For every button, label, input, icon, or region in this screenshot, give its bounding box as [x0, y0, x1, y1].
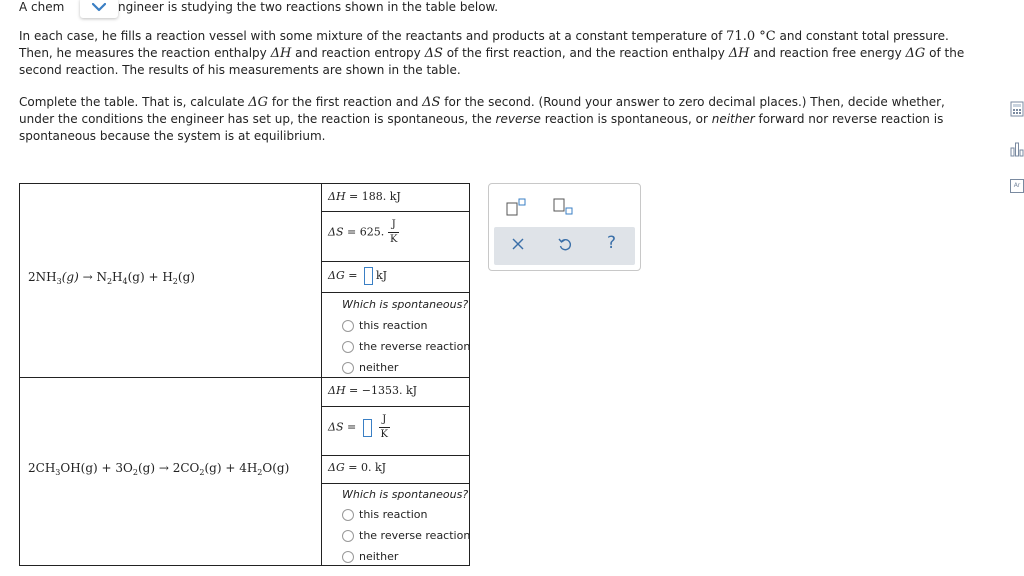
reaction-1-spontaneous-question: Which is spontaneous?: [342, 298, 469, 311]
answer-toolbox: [488, 183, 641, 271]
instructions-paragraph-2: Complete the table. That is, calculate ΔG for the first reaction and ΔS for the second. (Round your answer to zero decimal places.) Then, decide whether, under the conditions the engineer has set up, the reaction is spontaneous, the reverse reaction is spontaneous, or neither forward nor reverse reaction is spontaneous because the system is at equilibrium.: [19, 95, 945, 143]
reaction-2-option-neither[interactable]: neither: [342, 549, 398, 565]
radio-button[interactable]: [342, 530, 354, 542]
intro-suffix: ngineer is studying the two reactions shown in the table below.: [118, 0, 499, 14]
calculator-button[interactable]: [1010, 101, 1024, 115]
superscript-button[interactable]: [506, 198, 528, 219]
reaction-2-ds-cell: [322, 406, 469, 456]
reaction-1-option-this-reaction[interactable]: this reaction: [342, 318, 427, 334]
reaction-1-ds-cell: [322, 211, 469, 262]
reaction-1-equation: $2NH_3(g) \to N_2H_4(g) + H_2(g)$: [28, 270, 195, 286]
reaction-1-dh-cell: [322, 184, 469, 212]
reaction-1-option-neither[interactable]: neither: [342, 360, 398, 376]
periodic-table-button[interactable]: [1010, 179, 1024, 193]
toolbox-actions: [494, 227, 635, 265]
intro-prefix: A chem: [19, 0, 65, 14]
reaction-1-ds: ΔS = 625. $\frac{J}{K}$: [328, 219, 398, 245]
radio-button[interactable]: [342, 320, 354, 332]
chart-icon: [1010, 141, 1024, 157]
reaction-1-dg: ΔG = kJ: [328, 267, 387, 285]
clear-button[interactable]: [511, 237, 525, 254]
reaction-2-dh-cell: [322, 378, 469, 407]
reaction-2-equation-cell: [20, 378, 322, 565]
reaction-2-spontaneous-question: Which is spontaneous?: [342, 488, 469, 501]
calculator-icon: [1010, 101, 1024, 117]
periodic-table-icon: Ar: [1010, 179, 1024, 193]
undo-icon: [557, 236, 573, 252]
reaction-1-dh: ΔH = 188. kJ: [328, 190, 401, 203]
radio-button[interactable]: [342, 551, 354, 563]
chevron-down-icon: [92, 3, 106, 12]
reaction-1-dg-input[interactable]: [364, 267, 373, 285]
instructions-paragraph-1: In each case, he fills a reaction vessel with some mixture of the reactants and products at a constant temperature of 71.0 °C and constant total pressure. Then, he measures the reaction enthalpy ΔH and reaction entropy ΔS of the first reaction, and the reaction enthalpy ΔH and reaction free energy ΔG of the second reaction. The results of his measurements are shown in the table.: [19, 29, 965, 77]
reaction-2-dg: ΔG = 0. kJ: [328, 461, 387, 474]
undo-button[interactable]: [557, 236, 573, 255]
reaction-1-values: [322, 184, 469, 377]
reaction-2-ds: ΔS = $\frac{J}{K}$: [328, 414, 388, 440]
subscript-button[interactable]: [553, 198, 575, 219]
reaction-2-dh: ΔH = −1353. kJ: [328, 384, 418, 397]
reaction-1-dg-cell: [322, 261, 469, 293]
radio-button[interactable]: [342, 341, 354, 353]
radio-button[interactable]: [342, 362, 354, 374]
chart-button[interactable]: [1010, 141, 1024, 155]
reaction-2-equation: $2CH_3OH(g) + 3O_2(g) \to 2CO_2(g) + 4H_2O(g)$: [28, 461, 290, 477]
reaction-2-values: [322, 378, 469, 565]
reaction-2-dg-cell: [322, 455, 469, 484]
help-button[interactable]: ?: [607, 233, 617, 253]
expand-chevron-button[interactable]: [80, 0, 118, 18]
reaction-1-equation-cell: [20, 184, 322, 377]
superscript-box-icon: [506, 198, 528, 216]
reaction-table: [19, 183, 470, 566]
reaction-2-option-this-reaction[interactable]: this reaction: [342, 507, 427, 523]
subscript-box-icon: [553, 198, 575, 216]
radio-button[interactable]: [342, 509, 354, 521]
clear-icon: [511, 237, 525, 251]
reaction-row-2: [20, 378, 469, 565]
reaction-1-option-reverse[interactable]: the reverse reaction: [342, 339, 470, 355]
reaction-row-1: [20, 184, 469, 378]
reaction-2-option-reverse[interactable]: the reverse reaction: [342, 528, 470, 544]
reaction-2-ds-input[interactable]: [363, 419, 372, 437]
